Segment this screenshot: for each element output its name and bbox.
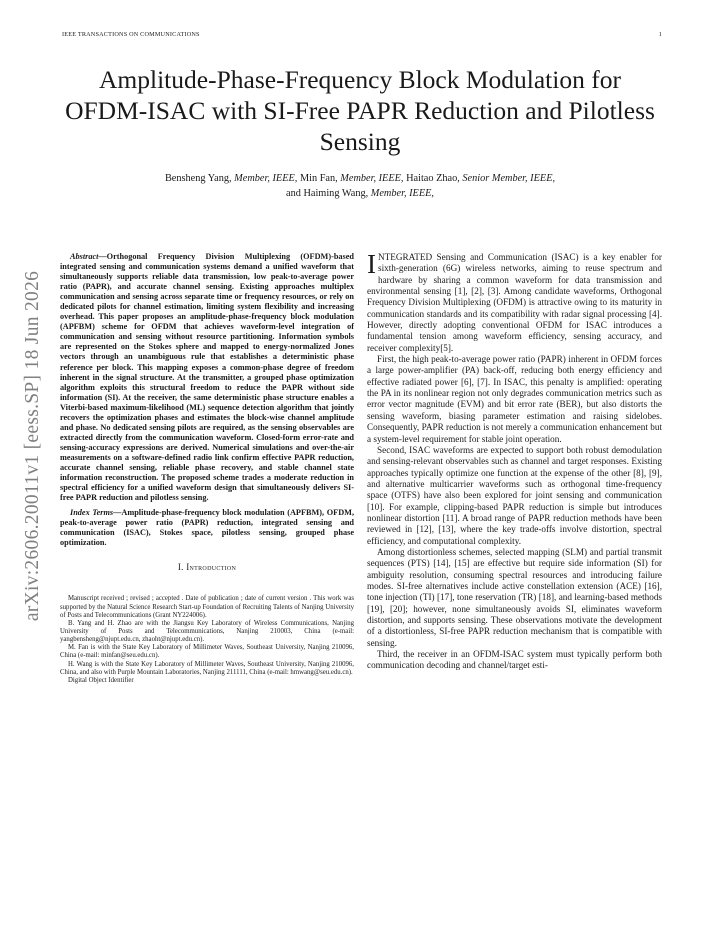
index-terms: [60, 508, 354, 548]
index-terms-label: Index Terms: [70, 508, 114, 518]
abstract: [60, 252, 354, 503]
abstract-label: Abstract: [70, 252, 99, 261]
page-number: 1: [658, 31, 662, 38]
author-membership: Member, IEEE,: [340, 173, 404, 184]
body-paragraph: Second, ISAC waveforms are expected to support both robust demodulation and sensing-relevant observables such as channel and target responses. Existing approaches typically optimize one function at the expense of the other [8], [9], and alternative multicarrier waveforms such as orthogonal time-frequency space (OTFS) have also been explored for joint sensing and communication [10]. For example, clipping-based PAPR reduction is simple but introduces nonlinear distortion [11]. A broad range of PAPR reduction methods have been reviewed in [12], [13], where the key trade-offs involve distortion, spectral efficiency, and computational complexity.: [367, 444, 662, 546]
footnote-doi: Digital Object Identifier: [68, 676, 134, 684]
body-paragraph: Third, the receiver in an OFDM-ISAC system must typically perform both communication decoding and channel/target esti-: [367, 649, 662, 671]
abstract-text: —Orthogonal Frequency Division Multiplexing (OFDM)-based integrated sensing and communication systems demand a unified waveform that simultaneously supports reliable data transmission, low peak-to-average power ratio (PAPR), and accurate channel sensing. Existing approaches multiplex communication and sensing across separate time or frequency resources, or rely on dedicated pilots for channel estimation, limiting system flexibility and increasing overhead. This paper proposes an amplitude-phase-frequency block modulation (APFBM) scheme for OFDM that achieves waveform-level integration of communication and sensing without resource partitioning. Information symbols are represented on the Stokes sphere and mapped to energy-normalized Jones vectors through an unambiguous rule that establishes a deterministic phase reference per block. This mapping exposes a common-phase degree of freedom inherent in the signal structure. At the transmitter, a grouped phase optimization algorithm exploits this structural freedom to reduce the PAPR without side information (SI). At the receiver, the same deterministic phase structure enables a Viterbi-based maximum-likelihood (ML) sequence detection algorithm that jointly recovers the optimization phases and estimates the block-wise channel amplitude and phase. No dedicated sensing pilots are required, as the sensing observables are extracted directly from the communication waveform. Closed-form error-rate and sensing-accuracy expressions are derived. Numerical simulations and over-the-air measurements on a software-defined radio link confirm effective PAPR reduction, accurate channel sensing, reliable phase recovery, and stable channel state information reconstruction. The proposed scheme trades a moderate reduction in spectral efficiency for a unified waveform design that simultaneously delivers SI-free PAPR reduction and pilotless sensing.: [60, 252, 354, 503]
author-name: and Haiming Wang,: [286, 187, 371, 199]
body-paragraph: Among distortionless schemes, selected mapping (SLM) and partial transmit sequences (PTS) [14], [15] are effective but require side information (SI) for ambiguity resolution, consuming spectral resources and introducing failure modes. SI-free alternatives include active constellation extension (ACE) [16], tone injection (TI) [17], tone reservation (TR) [18], and learning-based methods [19], [20]; however, none simultaneously avoids SI, eliminates waveform distortion, and supports sensing. These observations motivate the development of a distortionless, SI-free PAPR reduction mechanism that is compatible with sensing.: [367, 546, 662, 648]
body-paragraph: First, the high peak-to-average power ratio (PAPR) inherent in OFDM forces a large power-amplifier (PA) back-off, reducing both energy efficiency and effective radiated power [6], [7]. In ISAC, this penalty is amplified: operating the PA in its nonlinear region not only degrades communication metrics such as error vector magnitude (EVM) and bit error rate (BER), but also distorts the sensing waveform, biasing parameter estimation and raising sidelobes. Consequently, PAPR reduction is not merely a communication enhancement but a system-level requirement for stable joint operation.: [367, 354, 662, 444]
body-paragraph: [367, 249, 662, 354]
section-heading: [60, 562, 354, 572]
arxiv-identifier: arXiv:2606.20011v1 [eess.SP] 18 Jun 2026: [22, 270, 43, 622]
paragraph-text: NTEGRATED Sensing and Communication (ISAC) is a key enabler for sixth-generation (6G) wireless networks, aiming to reuse spectrum and hardware by sharing a common waveform for data transmission and environmental sensing [1], [2], [3]. Among candidate waveforms, Orthogonal Frequency Division Multiplexing (OFDM) is attractive owing to its maturity in communication standards and its compatibility with radar signal processing [4]. However, directly adopting conventional OFDM for ISAC introduces a fundamental tension among waveform efficiency, sensing accuracy, and receiver complexity[5].: [367, 252, 662, 353]
footnote-affiliation: M. Fan is with the State Key Laboratory of Millimeter Waves, Southeast University, Nanjing 210096, China (e-mail: minfan@seu.edu.cn).: [60, 644, 354, 660]
footnote-affiliation: H. Wang is with the State Key Laboratory of Millimeter Waves, Southeast University, Nanjing 210096, China, and also with Purple Mountain Laboratories, Nanjing 211111, China (e-mail: hmwang@seu.edu.cn).: [60, 660, 354, 676]
author-name: Min Fan,: [297, 173, 341, 184]
footnote-received: Manuscript received ; revised ; accepted . Date of publication ; date of current version . This work was supported by the Natural Science Research Start-up Foundation of Recruiting Talents of Nanjing University of Posts and Telecommunications (Grant NY224006).: [60, 595, 354, 619]
author-membership: Senior Member, IEEE,: [462, 173, 556, 184]
index-terms-text: —Amplitude-phase-frequency block modulation (APFBM), OFDM, peak-to-average power ratio (PAPR) reduction, integrated sensing and communication (ISAC), Stokes space, pilotless sensing, grouped phase optimization.: [60, 508, 355, 548]
author-name: Bensheng Yang,: [164, 173, 235, 184]
arxiv-sidebar: [13, 258, 53, 634]
left-column: [60, 252, 354, 685]
footnotes: [60, 595, 354, 685]
author-membership: Member, IEEE,: [370, 187, 434, 199]
paper-title: Amplitude-Phase-Frequency Block Modulation for OFDM-ISAC with SI-Free PAPR Reduction and Pilotless Sensing: [65, 65, 655, 156]
drop-cap: I: [367, 249, 376, 279]
footnote-affiliation: B. Yang and H. Zhao are with the Jiangsu Key Laboratory of Wireless Communications, Nanjing University of Posts and Telecommunications, Nanjing 210003, China (e-mail: yangbensheng@njupt.edu.cn, zhaoht@njupt.edu.cn).: [60, 619, 354, 644]
author-list: [60, 172, 660, 201]
journal-name: IEEE TRANSACTIONS ON COMMUNICATIONS: [62, 31, 200, 38]
section-number: I.: [177, 562, 187, 573]
author-name: Haitao Zhao,: [403, 173, 463, 184]
section-title: Introduction: [186, 562, 237, 573]
right-column: [367, 249, 662, 672]
author-membership: Member, IEEE,: [234, 173, 298, 184]
